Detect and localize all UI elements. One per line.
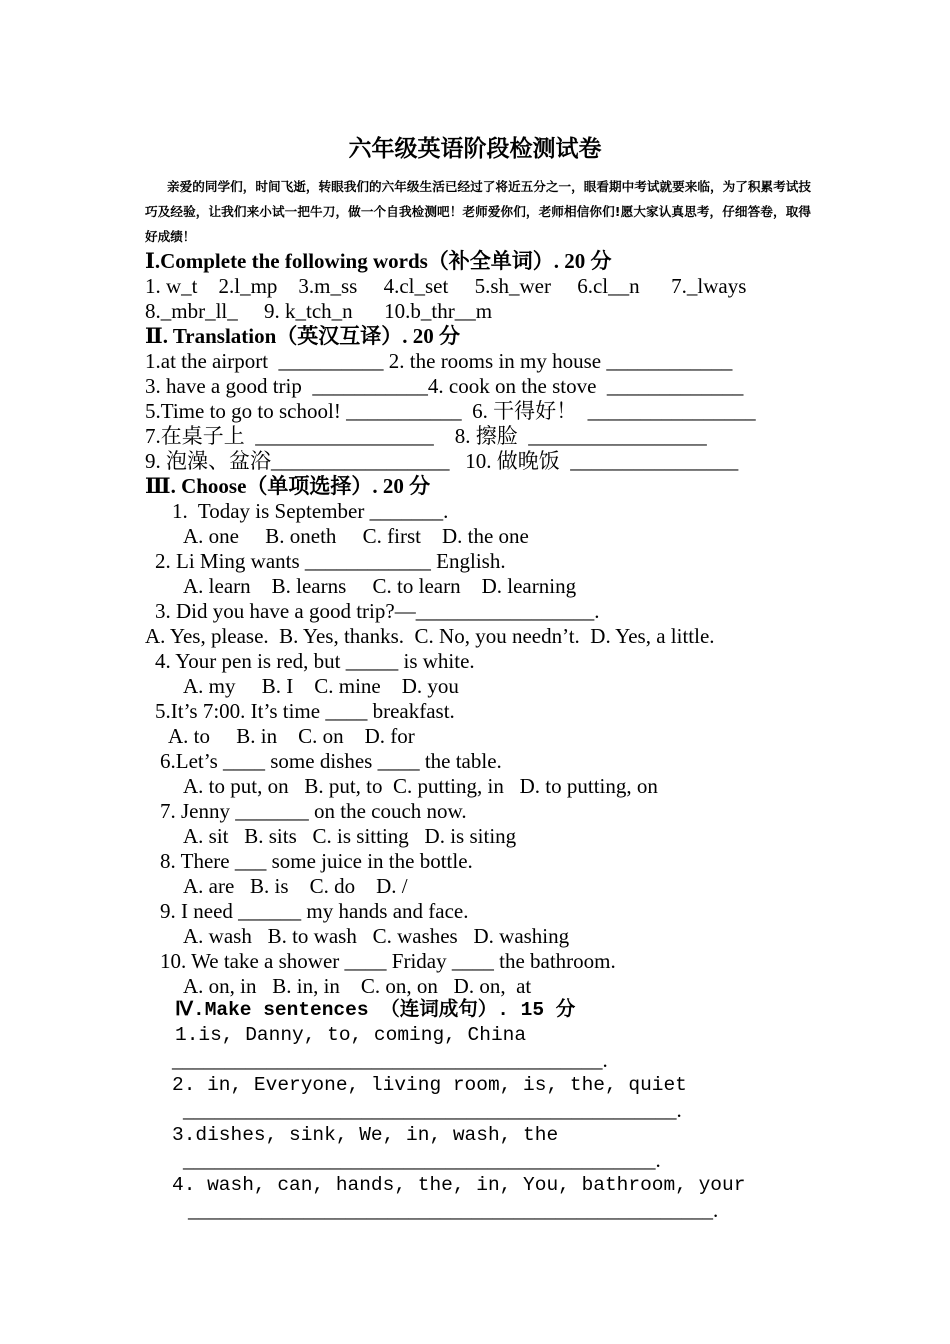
question-6: 6.Let’s ____ some dishes ____ the table. [160,749,502,773]
translation-line: 1.at the airport __________ 2. the rooms in my house ____________ [145,349,733,373]
question-9: 9. I need ______ my hands and face. [160,899,469,923]
options-9: A. wash B. to wash C. washes D. washing [183,924,570,948]
question-2: 2. Li Ming wants ____________ English. [155,549,506,573]
section3-heading: Ⅲ. Choose（单项选择）. 20 分 [145,474,431,498]
exam-title: 六年级英语阶段检测试卷 [348,135,602,162]
translation-line: 5.Time to go to school! ___________ 6. 干得好！ ________________ [145,399,756,423]
options-8: A. are B. is C. do D. / [183,874,408,898]
sentence-words-3: 3.dishes, sink, We, in, wash, the [172,1124,559,1146]
sentence-words-4: 4. wash, can, hands, the, in, You, bathroom, your [172,1174,746,1196]
question-8: 8. There ___ some juice in the bottle. [160,849,473,873]
sentence-words-1: 1.is, Danny, to, coming, China [175,1024,527,1046]
options-3: A. Yes, please. B. Yes, thanks. C. No, you needn’t. D. Yes, a little. [145,624,715,648]
options-10: A. on, in B. in, in C. on, on D. on, at [183,974,532,998]
translation-line: 7.在桌子上 _________________ 8. 擦脸 _________________ [145,424,707,448]
answer-line-3: _____________________________________________. [183,1148,661,1172]
sentence-words-2: 2. in, Everyone, living room, is, the, quiet [172,1074,687,1096]
options-1: A. one B. oneth C. first D. the one [183,524,529,548]
question-4: 4. Your pen is red, but _____ is white. [155,649,475,673]
question-3: 3. Did you have a good trip?—_________________. [155,599,600,623]
translation-line: 3. have a good trip ___________4. cook on the stove _____________ [145,374,744,398]
question-1: 1. Today is September _______. [172,499,449,523]
options-2: A. learn B. learns C. to learn D. learning [183,574,577,598]
question-10: 10. We take a shower ____ Friday ____ the bathroom. [160,949,616,973]
section1-line2: 8._mbr_ll_ 9. k_tch_n 10.b_thr__m [145,299,493,323]
options-6: A. to put, on B. put, to C. putting, in D. to putting, on [183,774,658,798]
options-5: A. to B. in C. on D. for [168,724,415,748]
answer-line-4: __________________________________________________. [188,1198,719,1222]
intro-paragraph: 亲爱的同学们，时间飞逝，转眼我们的六年级生活已经过了将近五分之一，眼看期中考试就要来临，为了积累考试技巧及经验，让我们来小试一把牛刀，做一个自我检测吧！老师爱你们，老师相信你们!愿大家认真思考，仔细答卷，取得好成绩！ [145,179,811,244]
section2-heading: Ⅱ. Translation（英汉互译）. 20 分 [145,324,461,348]
options-4: A. my B. I C. mine D. you [183,674,459,698]
section1-heading: Ⅰ.Complete the following words（补全单词）. 20 分 [145,249,612,273]
answer-line-2: _______________________________________________. [183,1098,682,1122]
answer-line-1: _________________________________________. [172,1048,608,1072]
question-5: 5.It’s 7:00. It’s time ____ breakfast. [155,699,455,723]
question-7: 7. Jenny _______ on the couch now. [160,799,467,823]
options-7: A. sit B. sits C. is sitting D. is siting [183,824,517,848]
translation-line: 9. 泡澡、盆浴_________________ 10. 做晚饭 ________________ [145,449,739,473]
section4-heading: Ⅳ.Make sentences （连词成句）. 15 分 [175,999,576,1021]
section1-line1: 1. w_t 2.l_mp 3.m_ss 4.cl_set 5.sh_wer 6.cl__n 7._lways [145,274,747,298]
